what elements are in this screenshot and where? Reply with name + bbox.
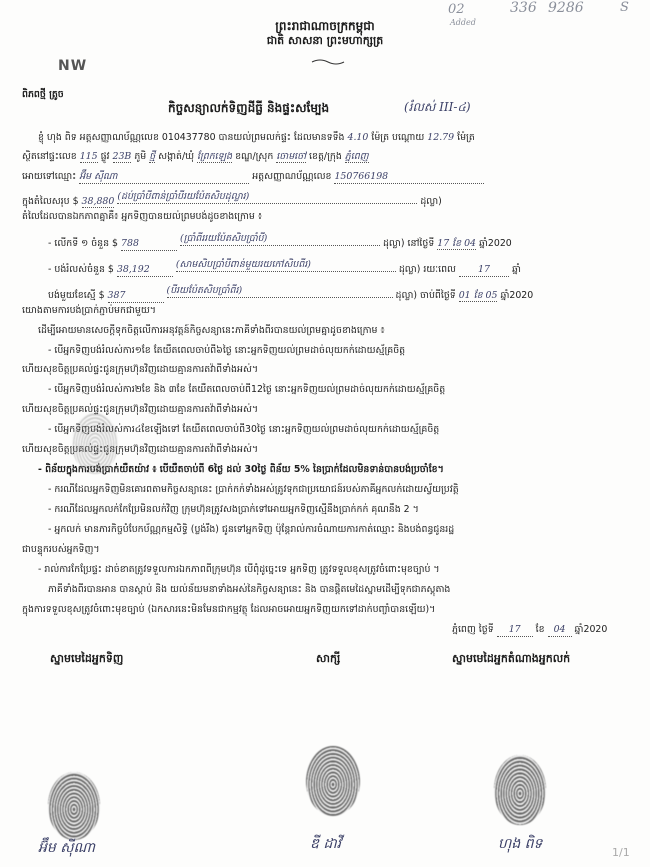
party-line-4 [22, 190, 442, 208]
party-text: ខេត្ត/ក្រុង [309, 151, 342, 162]
payment-date-label: នៅថ្ងៃទី [407, 238, 435, 249]
payment-date-label: រយៈពេល [423, 264, 456, 275]
document-title: កិច្ចសន្យាលក់ទិញដីធ្លី និងផ្ទះសម្បែង [168, 101, 330, 115]
house-number: 115 [79, 151, 98, 162]
buyer-name: អ៊ឹម ស៊ីណា [79, 170, 249, 184]
payment-year: ឆ្នាំ2020 [500, 290, 534, 301]
payment-row-2 [48, 258, 521, 277]
payment-label: - បង់រំលស់ចំនួន $ [48, 264, 114, 275]
party-text: ស្ថិតនៅផ្ទះលេខ [22, 151, 77, 162]
payment-date-label: ចាប់ពីថ្ងៃទី [420, 290, 456, 301]
rule-2: - ករណីដែលអ្នកលក់កែប្រែមិនលក់វិញ ក្រុមហ៊ុនត្រូវសងប្រាក់ទៅអោយអ្នកទិញស្មើនឹងប្រាក់កក់ គុណនឹង 2 ។ [48, 504, 419, 515]
lead-paragraph: ដើម្បីអោយមានសេចក្តីទុកចិត្តលើការអនុវត្តន៍កិច្ចសន្យានេះភាគីទាំងពីរបានយល់ព្រមគ្នាដូចខាងក្រោម ៖ [38, 325, 385, 336]
date-day: 17 [497, 623, 533, 637]
buyer-signature-label: ស្នាមមេដៃអ្នកទិញ [50, 652, 124, 665]
party-text: ខ្ញុំ ហុង ពិទ អត្តសញ្ញាណប័ណ្ណលេខ 010437780 បានយល់ព្រមលក់ផ្ទះ ដែលមានទទឹង [38, 132, 345, 143]
payment-year: ឆ្នាំ [511, 264, 521, 275]
payment-amount: 387 [108, 289, 164, 303]
clause-3b: ហើយសុខចិត្តប្រគល់ផ្ទះជូនក្រុមហ៊ុនវិញដោយគ្មានការតវ៉ាពីទាំងអស់។ [22, 444, 259, 455]
company-mark: NW [58, 58, 88, 74]
document-title-note: (រំលស់ III-៤) [404, 100, 471, 114]
party-text: ផ្លូវ [100, 151, 110, 162]
party-text: ដុល្លា) [420, 196, 442, 207]
payment-label: បង់មួយខែស្មើ $ [48, 290, 105, 301]
penalty-clause: - ពិន័យក្នុងការបង់ប្រាក់យឺតយ៉ាវ ៖ បើយឺតចាប់ពី 6ថ្ងៃ ដល់ 30ថ្ងៃ ពិន័យ 5% នៃប្រាក់ដែលមិនទាន់បានបង់ប្រចាំខែ។ [38, 464, 444, 475]
stamp-note: Added [450, 18, 476, 27]
witness-fingerprint [306, 746, 360, 816]
street-number: 23B [112, 151, 132, 162]
party-text: អត្តសញ្ញាណប័ណ្ណលេខ [252, 171, 332, 182]
payment-period: 17 [459, 263, 509, 277]
stamp-number-2: 336 [510, 0, 537, 16]
witness-printed-name: ឌី ដាវី [310, 836, 342, 852]
seller-printed-name: ហុង ពិទ [498, 836, 543, 852]
payment-row-3 [48, 284, 533, 303]
party-text: ខណ្ឌ/ស្រុក [235, 151, 274, 162]
city-name: ភ្នំពេញ [344, 151, 369, 162]
party-text: អោយទៅឈ្មោះ [22, 171, 77, 182]
kingdom-header: ព្រះរាជាណាចក្រកម្ពុជា [275, 19, 375, 33]
party-line-5: តំលៃដែលបានឯកភាពគ្នាគឺ៖ អ្នកទិញបានយល់ព្រមបង់ដូចខាងក្រោម ៖ [22, 211, 262, 222]
clause-2a: - បើអ្នកទិញបង់រំលស់ការ២ខែ និង ៣ខែ តែយឺតពេលចាប់ពី12ថ្ងៃ នោះអ្នកទិញយល់ព្រមដាច់លុយកក់ដោយស្ម័គ្រចិត្ត [48, 384, 446, 395]
stamp-letter: S [620, 0, 629, 15]
date-prefix: ភ្នំពេញ ថ្ងៃទី [452, 624, 494, 635]
date-month-label: ខែ [535, 624, 545, 635]
rule-3b: ជាបន្ទុករបស់អ្នកទិញ។ [22, 544, 100, 555]
total-price-words: (ដប់ប្រាំបីពាន់ប្រាំបីរយប៉ែតសិបដុល្លារ) [117, 190, 417, 204]
commune-name: ព្រែកឡេង [197, 151, 233, 162]
national-motto: ជាតិ សាសនា ព្រះមហាក្សត្រ [266, 34, 384, 47]
clause-2b: ហើយសុខចិត្តប្រគល់ផ្ទះជូនក្រុមហ៊ុនវិញដោយគ្មានការតវ៉ាពីទាំងអស់។ [22, 404, 259, 415]
party-text: ក្នុងតំលៃសរុប $ [22, 196, 79, 207]
payment-year: ឆ្នាំ2020 [478, 238, 512, 249]
seller-fingerprint [494, 755, 546, 825]
buyer-printed-name: អ៊ឹម ស៊ីណា [38, 840, 96, 856]
signing-date [452, 623, 607, 637]
party-text: ភូមិ [134, 151, 147, 162]
payment-amount: 38,192 [117, 263, 173, 277]
payment-unit: ដុល្លា) [395, 290, 418, 301]
seller-signature-label: ស្នាមមេដៃអ្នកតំណាងអ្នកលក់ [452, 652, 571, 665]
party-text: សង្កាត់/ឃុំ [158, 151, 195, 162]
district-name: ចោមចៅ [276, 151, 307, 162]
rule-1: - ករណីដែលអ្នកទិញមិនគោរពតាមកិច្ចសន្យានេះ ប្រាក់កក់ទាំងអស់ត្រូវទុកជាប្រយោជន៍របស់ភាគីអ្នកលក់ដោយស្វ័យប្រវត្តិ [48, 484, 459, 495]
party-line-3 [22, 170, 484, 184]
faint-fingerprint-mark [72, 412, 118, 474]
date-year: ឆ្នាំ2020 [574, 624, 608, 635]
rule-4: - រាល់ការកែប្រែផ្ទះ ដាច់ខាតត្រូវទទួលការឯកភាពពីក្រុមហ៊ុន បើពុំដូច្នេះទេ អ្នកទិញ ត្រូវទទួលខុសត្រូវចំពោះមុខច្បាប់ ។ [38, 564, 440, 575]
clause-1b: ហើយសុខចិត្តប្រគល់ផ្ទះជូនក្រុមហ៊ុនវិញដោយគ្មានការតវ៉ាពីទាំងអស់។ [22, 364, 259, 375]
payment-words: (ប្រាំពីររយប៉ែតសិបប្រាំបី) [180, 232, 380, 246]
clause-1a: - បើអ្នកទិញបង់រំលស់ការ១ខែ តែយឺតពេលចាប់ពី៦ថ្ងៃ នោះអ្នកទិញយល់ព្រមដាច់លុយកក់ដោយស្ម័គ្រចិត្ត [48, 345, 406, 356]
payment-amount: 788 [121, 237, 177, 251]
location-label: ពិភពថ្មី ត្រូច [22, 89, 64, 100]
length-value: 12.79 [427, 132, 455, 143]
closing-line-1: ភាគីទាំងពីរបានអាន បានស្តាប់ និង យល់ន័យមនាទាំងអស់នៃកិច្ចសន្យានេះ និង បានផ្តិតមេដៃស្នាមដើម្បីទុកជាភស្តុតាង [48, 584, 451, 595]
party-line-1 [38, 131, 475, 144]
rule-3a: - អ្នកលក់ មានភារកិច្ចបំបែកប័ណ្ណកម្មសិទ្ធិ (ប្លង់រឹង) ជូនទៅអ្នកទិញ ប៉ុន្តែរាល់ការចំណាយការកាត់ឈ្មោះ និងបង់ពន្ធជូនរដ្ឋ [48, 524, 455, 535]
date-month: 04 [548, 623, 572, 637]
intro-line: យោងតាមការបង់ប្រាក់ភ្ជាប់មកជាមួយ។ [22, 305, 156, 316]
stamp-number-1: 02 [448, 2, 465, 17]
motto-ornament [310, 50, 346, 56]
stamp-number-3: 9286 [548, 0, 584, 16]
payment-words: (បីរយប៉ែតសិបប្រាំពីរ) [167, 284, 393, 298]
payment-unit: ដុល្លា) [382, 238, 405, 249]
buyer-fingerprint [48, 772, 100, 840]
buyer-id: 150766198 [334, 170, 484, 184]
payment-date: 01 ខែ 05 [458, 290, 498, 301]
village-name: ថ្មី [149, 151, 156, 162]
party-line-2 [22, 150, 369, 163]
clause-3a: - បើអ្នកទិញបង់រំលស់ការ៤ខែឡើងទៅ តែយឺតពេលចាប់ពី30ថ្ងៃ នោះអ្នកទិញយល់ព្រមដាច់លុយកក់ដោយស្ម័គ្រចិត្ត [48, 424, 440, 435]
payment-unit: ដុល្លា) [398, 264, 421, 275]
payment-label: - លើកទី ១ ចំនួន $ [48, 238, 119, 249]
width-value: 4.10 [347, 132, 369, 143]
party-text: ម៉ែត្រ បណ្តោយ [371, 132, 425, 143]
party-text: ម៉ែត្រ [457, 132, 475, 143]
closing-line-2: ក្នុងការទទួលខុសត្រូវចំពោះមុខច្បាប់ (ឯកសារនេះមិនមែនជាកម្មវត្ថុ ដែលអាចអោយអ្នកទិញយកទៅដាក់បញ្ចាំបានឡើយ)។ [22, 604, 436, 615]
witness-signature-label: សាក្សី [316, 652, 341, 665]
payment-row-1 [48, 232, 512, 251]
payment-date: 17 ខែ 04 [437, 238, 476, 249]
payment-words: (សាមសិបប្រាំបីពាន់មួយរយកៅសិបពីរ) [176, 258, 396, 272]
page-number: 1/1 [612, 846, 630, 859]
total-price: 38,880 [81, 196, 115, 207]
